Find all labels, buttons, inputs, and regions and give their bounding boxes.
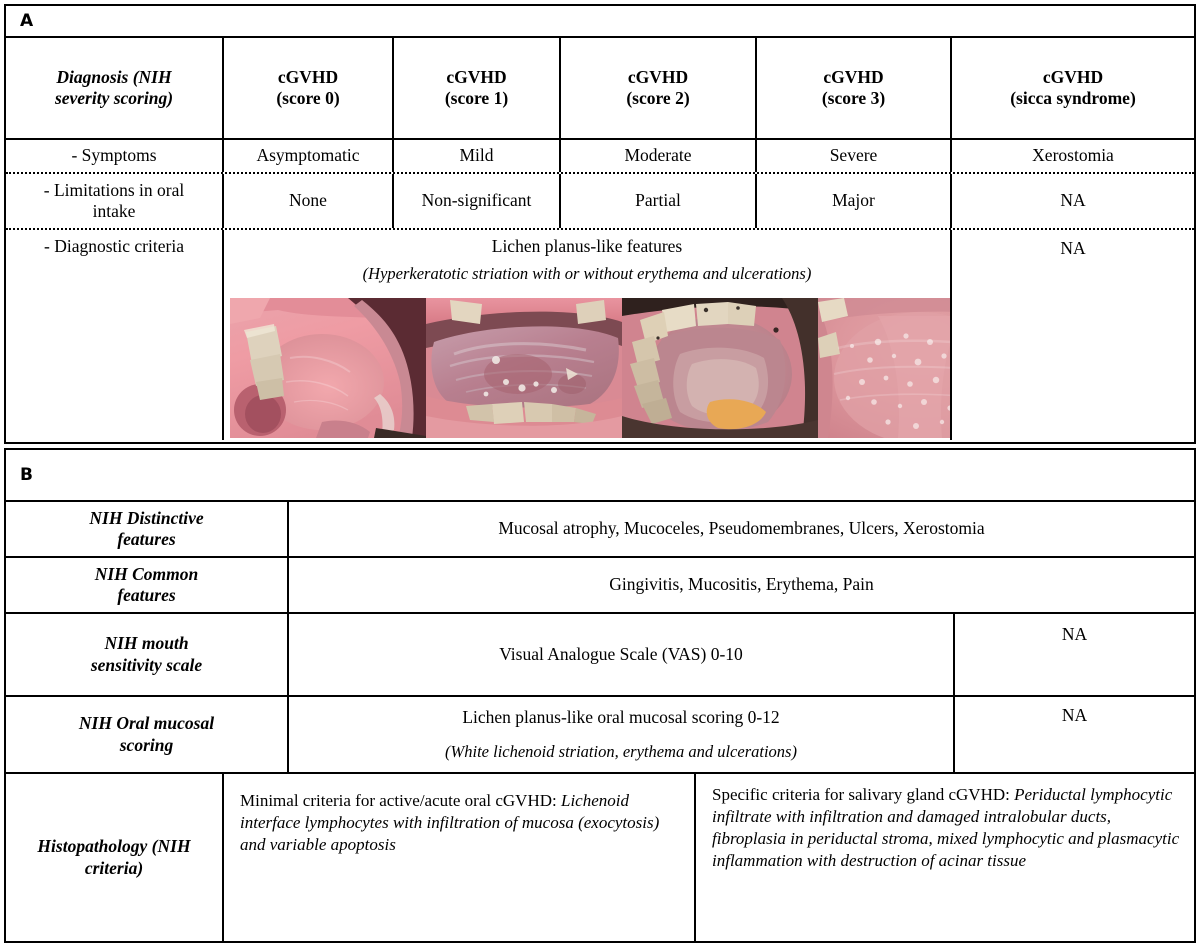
mouth-sensitivity-label-line1: NIH mouth bbox=[104, 633, 189, 654]
limitations-score-3: Major bbox=[755, 174, 950, 228]
oral-mucosal-label-line2: scoring bbox=[119, 734, 174, 755]
header-score-0-line1: cGVHD bbox=[277, 66, 339, 87]
oral-mucosal-scoring-label bbox=[6, 697, 287, 772]
distinctive-label-line2: features bbox=[117, 529, 176, 549]
histopathology-salivary-prefix: Specific criteria for salivary gland cGVHD: bbox=[712, 785, 1015, 804]
header-score-3 bbox=[755, 38, 950, 138]
header-sicca-syndrome bbox=[950, 38, 1194, 138]
criteria-merged-cell bbox=[222, 230, 950, 440]
histopathology-label-line2: criteria) bbox=[84, 857, 144, 878]
oral-mucosal-value-line1: Lichen planus-like oral mucosal scoring 0-12 bbox=[462, 706, 780, 727]
row-nih-oral-mucosal-scoring bbox=[6, 695, 1194, 772]
header-score-2-line2: (score 2) bbox=[626, 88, 690, 108]
header-score-3-line2: (score 3) bbox=[821, 88, 886, 108]
clinical-photo-strip bbox=[230, 298, 944, 438]
histopathology-label bbox=[6, 774, 222, 941]
criteria-line2: (Hyperkeratotic striation with or without erythema and ulcerations) bbox=[362, 264, 812, 284]
mouth-sensitivity-label bbox=[6, 614, 287, 695]
oral-mucosal-label-line1: NIH Oral mucosal bbox=[78, 713, 215, 734]
header-score-0 bbox=[222, 38, 392, 138]
common-features-label bbox=[6, 558, 287, 612]
header-score-1-line2: (score 1) bbox=[444, 88, 509, 108]
criteria-line1: Lichen planus-like features bbox=[491, 236, 683, 256]
limitations-label-line1: - Limitations in oral bbox=[43, 179, 185, 200]
histopathology-salivary-text bbox=[712, 784, 1182, 872]
header-diagnosis-line1: Diagnosis (NIH bbox=[56, 66, 172, 87]
row-symptoms bbox=[6, 138, 1194, 172]
histopathology-salivary-criteria bbox=[694, 774, 1194, 941]
panel-a-letter-row bbox=[6, 6, 1194, 36]
oral-mucosal-value-line2: (White lichenoid striation, erythema and ulcerations) bbox=[445, 742, 797, 762]
header-diagnosis bbox=[6, 38, 222, 138]
distinctive-features-value: Mucosal atrophy, Mucoceles, Pseudomembranes, Ulcers, Xerostomia bbox=[287, 502, 1194, 556]
header-diagnosis-line2: severity scoring) bbox=[54, 88, 174, 108]
histopathology-oral-prefix: Minimal criteria for active/acute oral cGVHD: bbox=[240, 791, 561, 810]
panel-b-letter-row bbox=[6, 450, 1194, 500]
symptoms-score-1: Mild bbox=[392, 140, 559, 172]
limitations-score-2: Partial bbox=[559, 174, 755, 228]
panel-b-label: B bbox=[20, 464, 33, 485]
header-score-3-line1: cGVHD bbox=[823, 66, 884, 87]
histopathology-oral-criteria bbox=[222, 774, 694, 941]
header-score-1 bbox=[392, 38, 559, 138]
symptoms-sicca: Xerostomia bbox=[950, 140, 1194, 172]
photo-2-graphic bbox=[426, 298, 622, 438]
symptoms-score-2: Moderate bbox=[559, 140, 755, 172]
histopathology-label-line1: Histopathology (NIH bbox=[37, 836, 191, 857]
common-label-line2: features bbox=[117, 585, 176, 605]
row-limitations-oral-intake bbox=[6, 172, 1194, 228]
mouth-sensitivity-value: Visual Analogue Scale (VAS) 0-10 bbox=[287, 614, 953, 695]
oral-mucosa-photo-score-3 bbox=[622, 298, 818, 438]
histopathology-oral-italic: Lichenoid interface lymphocytes with infiltration of mucosa (exocytosis) and variable apoptosis bbox=[240, 791, 660, 855]
header-sicca-line1: cGVHD bbox=[1042, 66, 1104, 87]
photo-1-graphic bbox=[230, 298, 426, 438]
photo-3-graphic bbox=[622, 298, 818, 438]
limitations-sicca: NA bbox=[950, 174, 1194, 228]
photo-4-graphic bbox=[818, 298, 950, 438]
row-histopathology bbox=[6, 772, 1194, 941]
panel-b bbox=[4, 448, 1196, 943]
histopathology-oral-text bbox=[240, 790, 682, 856]
header-sicca-line2: (sicca syndrome) bbox=[1010, 88, 1136, 108]
panel-a-label: A bbox=[20, 10, 34, 31]
oral-mucosal-scoring-value bbox=[287, 697, 953, 772]
common-label-line1: NIH Common bbox=[94, 563, 199, 584]
limitations-label bbox=[6, 174, 222, 228]
criteria-label: - Diagnostic criteria bbox=[44, 236, 184, 256]
panel-a-header-row bbox=[6, 36, 1194, 138]
symptoms-score-3: Severe bbox=[755, 140, 950, 172]
mouth-sensitivity-label-line2: sensitivity scale bbox=[90, 654, 203, 675]
distinctive-label-line1: NIH Distinctive bbox=[89, 507, 204, 528]
row-nih-common-features bbox=[6, 556, 1194, 612]
distinctive-features-label bbox=[6, 502, 287, 556]
symptoms-label: - Symptoms bbox=[71, 145, 157, 166]
row-nih-mouth-sensitivity-scale bbox=[6, 612, 1194, 695]
oral-mucosal-scoring-sicca: NA bbox=[953, 697, 1194, 772]
row-nih-distinctive-features bbox=[6, 500, 1194, 556]
limitations-score-0: None bbox=[222, 174, 392, 228]
limitations-label-line2: intake bbox=[92, 201, 136, 221]
oral-mucosa-photo-score-1 bbox=[230, 298, 426, 438]
limitations-score-1: Non-significant bbox=[392, 174, 559, 228]
header-score-1-line1: cGVHD bbox=[446, 66, 507, 87]
criteria-sicca: NA bbox=[950, 230, 1194, 440]
header-score-2-line1: cGVHD bbox=[627, 66, 689, 87]
symptoms-score-0: Asymptomatic bbox=[222, 140, 392, 172]
histopathology-salivary-italic: Periductal lymphocytic infiltrate with infiltration and damaged intralobular ducts, fibroplasia in periductal stroma, mixed lymphocytic and plasmacytic inflammation with destruction of acinar tissue bbox=[712, 785, 1180, 871]
oral-mucosa-photo-score-2 bbox=[426, 298, 622, 438]
header-score-2 bbox=[559, 38, 755, 138]
panel-a bbox=[4, 4, 1196, 444]
header-score-0-line2: (score 0) bbox=[276, 88, 340, 108]
oral-mucosa-photo-sicca bbox=[818, 298, 950, 438]
row-diagnostic-criteria bbox=[6, 228, 1194, 440]
mouth-sensitivity-sicca: NA bbox=[953, 614, 1194, 695]
common-features-value: Gingivitis, Mucositis, Erythema, Pain bbox=[287, 558, 1194, 612]
